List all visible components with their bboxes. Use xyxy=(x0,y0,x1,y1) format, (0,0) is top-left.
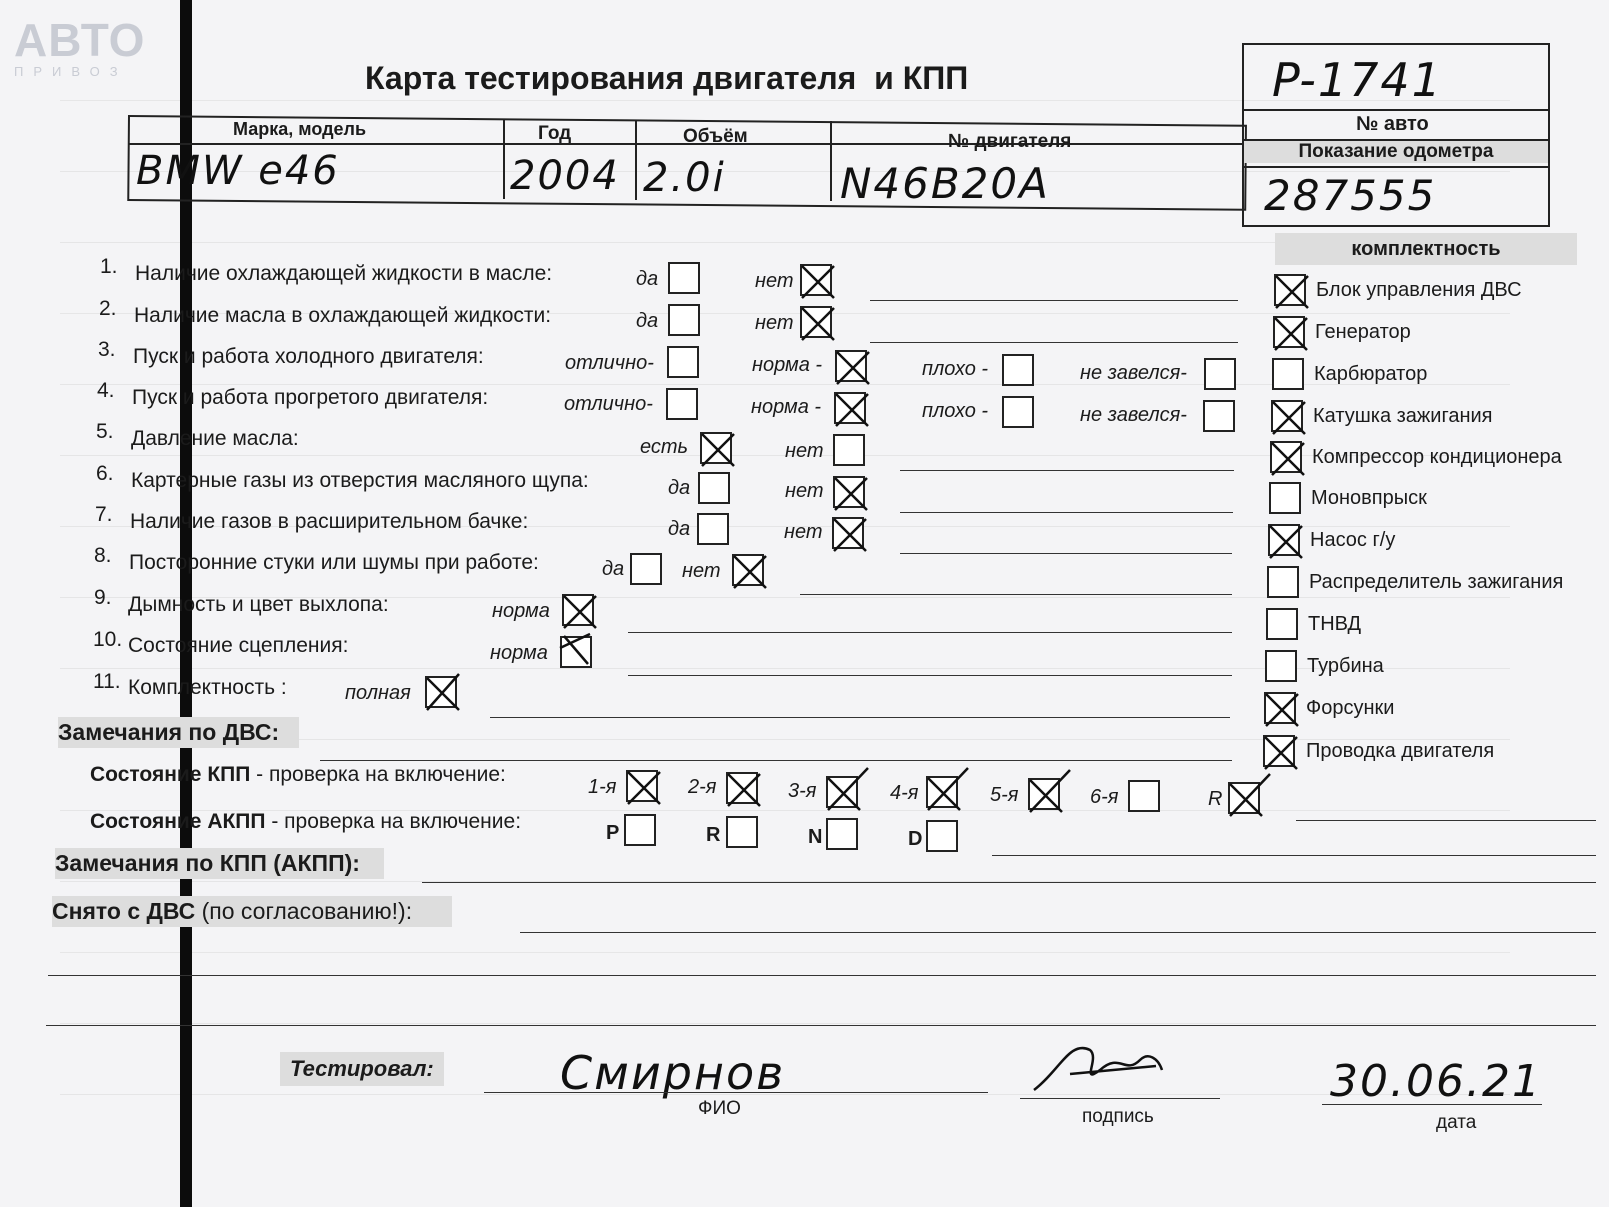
question-text: Наличие охлаждающей жидкости в масле: xyxy=(135,262,553,285)
option-checkbox[interactable] xyxy=(800,306,832,338)
gear-label: 6-я xyxy=(1090,786,1119,808)
value-year: 2004 xyxy=(510,153,620,199)
header-col-engine-no: № двигателя xyxy=(948,131,1072,152)
watermark-sub: ПРИВОЗ xyxy=(14,64,128,79)
remarks-kpp-line xyxy=(422,882,1596,883)
option-checkbox[interactable] xyxy=(833,476,865,508)
option-label: плохо - xyxy=(922,358,989,380)
value-engine-no: N46B20A xyxy=(840,159,1050,208)
komp-label: ТНВД xyxy=(1308,613,1362,635)
option-checkbox[interactable] xyxy=(1204,358,1236,390)
question-text: Наличие газов в расширительном бачке: xyxy=(130,510,529,533)
komp-label: Проводка двигателя xyxy=(1306,740,1495,762)
komp-checkbox[interactable] xyxy=(1269,482,1301,514)
komp-checkbox[interactable] xyxy=(1266,608,1298,640)
removed-label-bold: Снято с ДВС xyxy=(52,898,196,924)
komp-label: Блок управления ДВС xyxy=(1316,279,1522,301)
option-checkbox[interactable] xyxy=(1002,354,1034,386)
option-label: да xyxy=(602,558,625,580)
option-label: норма xyxy=(490,642,548,664)
komplektnost-title: комплектность xyxy=(1275,233,1577,265)
option-checkbox[interactable] xyxy=(668,304,700,336)
answer-line xyxy=(490,717,1230,718)
kpp-label xyxy=(90,763,506,787)
option-checkbox[interactable] xyxy=(800,264,832,296)
komp-label: Моновпрыск xyxy=(1311,487,1427,509)
option-label: да xyxy=(668,518,691,540)
fio-line xyxy=(484,1092,988,1093)
value-auto-no: P-1741 xyxy=(1272,53,1443,107)
option-checkbox[interactable] xyxy=(1203,400,1235,432)
option-label: полная xyxy=(345,682,411,704)
answer-line xyxy=(900,553,1232,554)
date-line xyxy=(1322,1104,1542,1105)
gear-checkbox[interactable] xyxy=(1128,780,1160,812)
watermark-brand: АВТО xyxy=(14,14,146,66)
gear-label: 3-я xyxy=(788,780,817,802)
gear-label: 1-я xyxy=(588,776,617,798)
option-checkbox[interactable] xyxy=(1002,396,1034,428)
option-label: да xyxy=(636,310,659,332)
header-col-volume: Объём xyxy=(683,126,748,147)
answer-line xyxy=(900,470,1234,471)
question-text: Состояние сцепления: xyxy=(128,634,349,657)
option-label: отлично- xyxy=(565,352,654,374)
option-label: нет xyxy=(785,480,824,502)
akpp-mode-label: R xyxy=(706,824,721,846)
option-label: норма xyxy=(492,600,550,622)
option-checkbox[interactable] xyxy=(700,432,732,464)
removed-label xyxy=(52,896,452,927)
komp-label: Карбюратор xyxy=(1314,363,1428,385)
option-label: норма - xyxy=(751,396,822,418)
option-label: нет xyxy=(784,521,823,543)
answer-line xyxy=(900,512,1233,513)
option-label: не завелся- xyxy=(1080,362,1187,384)
akpp-line xyxy=(992,855,1596,856)
kpp-label-rest: - проверка на включение: xyxy=(250,763,506,786)
question-number: 7. xyxy=(95,503,113,526)
question-text: Дымность и цвет выхлопа: xyxy=(128,593,389,616)
option-label: есть xyxy=(640,436,689,458)
akpp-label-bold: Состояние АКПП xyxy=(90,810,266,833)
komp-checkbox[interactable] xyxy=(1271,400,1303,432)
signature-drawing xyxy=(1030,1030,1170,1100)
option-label: нет xyxy=(755,312,794,334)
akpp-mode-checkbox[interactable] xyxy=(624,814,656,846)
option-checkbox[interactable] xyxy=(666,388,698,420)
question-number: 10. xyxy=(93,628,123,651)
fio-value: Смирнов xyxy=(560,1046,786,1100)
komp-label: Компрессор кондиционера xyxy=(1312,446,1562,468)
gear-checkbox[interactable] xyxy=(1028,778,1060,810)
removed-label-rest: (по согласованию!): xyxy=(195,898,413,924)
option-checkbox[interactable] xyxy=(833,434,865,466)
watermark-logo xyxy=(14,16,149,86)
option-checkbox[interactable] xyxy=(698,472,730,504)
gear-checkbox[interactable] xyxy=(926,776,958,808)
header-col-year: Год xyxy=(538,123,572,144)
komp-checkbox[interactable] xyxy=(1270,441,1302,473)
question-text: Картерные газы из отверстия масляного щупа: xyxy=(131,469,589,492)
option-label: не завелся- xyxy=(1080,404,1187,426)
signature-line xyxy=(1020,1098,1220,1099)
gear-label: 4-я xyxy=(890,782,919,804)
page-title: Карта тестирования двигателя и КПП xyxy=(365,60,969,96)
gear-label: 2-я xyxy=(688,776,717,798)
komp-label: Распределитель зажигания xyxy=(1309,571,1564,593)
option-label: норма - xyxy=(752,354,823,376)
question-number: 4. xyxy=(97,379,115,402)
option-label: да xyxy=(636,268,659,290)
question-number: 3. xyxy=(98,338,116,361)
akpp-mode-checkbox[interactable] xyxy=(726,816,758,848)
option-checkbox[interactable] xyxy=(562,594,594,626)
date-value: 30.06.21 xyxy=(1330,1056,1542,1107)
akpp-mode-checkbox[interactable] xyxy=(826,818,858,850)
option-checkbox[interactable] xyxy=(834,392,866,424)
question-text: Посторонние стуки или шумы при работе: xyxy=(129,551,539,574)
question-text: Комплектность : xyxy=(128,676,287,699)
question-text: Пуск и работа прогретого двигателя: xyxy=(132,386,489,409)
akpp-mode-label: D xyxy=(908,828,923,850)
komp-checkbox[interactable] xyxy=(1272,358,1304,390)
akpp-mode-checkbox[interactable] xyxy=(926,820,958,852)
option-checkbox[interactable] xyxy=(835,350,867,382)
komp-checkbox[interactable] xyxy=(1273,316,1305,348)
akpp-mode-label: N xyxy=(808,826,823,848)
header-auto-no: № авто xyxy=(1356,113,1429,135)
question-number: 6. xyxy=(96,462,114,485)
gear-checkbox[interactable] xyxy=(826,776,858,808)
gear-label: 5-я xyxy=(990,784,1019,806)
gear-label: R xyxy=(1208,788,1223,810)
gear-checkbox[interactable] xyxy=(1228,782,1260,814)
option-checkbox[interactable] xyxy=(668,262,700,294)
gear-checkbox[interactable] xyxy=(626,770,658,802)
option-checkbox[interactable] xyxy=(667,346,699,378)
auto-box xyxy=(1242,43,1550,227)
option-label: нет xyxy=(682,560,721,582)
remarks-kpp-label: Замечания по КПП (АКПП): xyxy=(55,848,384,879)
answer-line xyxy=(870,342,1238,343)
komplektnost-list xyxy=(1260,274,1590,774)
question-number: 9. xyxy=(94,586,112,609)
remarks-dvs-line xyxy=(320,760,1232,761)
kpp-line xyxy=(1296,820,1596,821)
removed-line-2 xyxy=(48,975,1596,976)
kpp-label-bold: Состояние КПП xyxy=(90,763,251,786)
komp-checkbox[interactable] xyxy=(1268,524,1300,556)
remarks-dvs-label: Замечания по ДВС: xyxy=(58,717,299,748)
option-label: отлично- xyxy=(564,393,653,415)
question-number: 2. xyxy=(99,297,117,320)
komp-checkbox[interactable] xyxy=(1263,735,1295,767)
akpp-label xyxy=(90,810,521,834)
value-odometer: 287555 xyxy=(1264,171,1437,220)
komp-label: Генератор xyxy=(1315,321,1411,343)
option-label: плохо - xyxy=(922,400,989,422)
option-checkbox[interactable] xyxy=(732,554,764,586)
question-text: Пуск и работа холодного двигателя: xyxy=(133,345,484,368)
komp-label: Насос г/у xyxy=(1310,529,1396,551)
komp-checkbox[interactable] xyxy=(1265,650,1297,682)
question-number: 11. xyxy=(93,670,121,693)
value-volume: 2.0i xyxy=(643,155,726,201)
komp-checkbox[interactable] xyxy=(1274,274,1306,306)
akpp-label-rest: - проверка на включение: xyxy=(265,810,522,833)
komp-label: Форсунки xyxy=(1306,697,1395,719)
option-label: да xyxy=(668,477,691,499)
header-col-brand: Марка, модель xyxy=(233,119,367,139)
option-checkbox[interactable] xyxy=(832,517,864,549)
header-odometer: Показание одометра xyxy=(1244,141,1548,163)
removed-line-1 xyxy=(520,932,1596,933)
question-number: 1. xyxy=(100,255,118,278)
fio-label: ФИО xyxy=(698,1098,741,1119)
komp-checkbox[interactable] xyxy=(1264,692,1296,724)
value-brand: BMW e46 xyxy=(136,148,340,194)
option-checkbox[interactable] xyxy=(697,513,729,545)
removed-line-3 xyxy=(46,1025,1596,1026)
option-label: нет xyxy=(785,440,824,462)
option-checkbox[interactable] xyxy=(630,553,662,585)
tested-label: Тестировал: xyxy=(280,1052,444,1086)
question-text: Наличие масла в охлаждающей жидкости: xyxy=(134,304,552,327)
question-number: 8. xyxy=(94,544,112,567)
komp-label: Турбина xyxy=(1307,655,1384,677)
gear-checkbox[interactable] xyxy=(726,772,758,804)
option-checkbox[interactable] xyxy=(560,636,592,668)
answer-line xyxy=(870,300,1238,301)
question-text: Давление масла: xyxy=(131,427,299,450)
option-checkbox[interactable] xyxy=(425,676,457,708)
komp-checkbox[interactable] xyxy=(1267,566,1299,598)
answer-line xyxy=(628,675,1232,676)
answer-line xyxy=(800,594,1232,595)
signature-label: подпись xyxy=(1082,1106,1154,1127)
question-number: 5. xyxy=(96,420,114,443)
komp-label: Катушка зажигания xyxy=(1313,405,1493,427)
option-label: нет xyxy=(755,270,794,292)
answer-line xyxy=(628,632,1232,633)
date-label: дата xyxy=(1436,1112,1477,1133)
akpp-mode-label: P xyxy=(606,822,620,844)
